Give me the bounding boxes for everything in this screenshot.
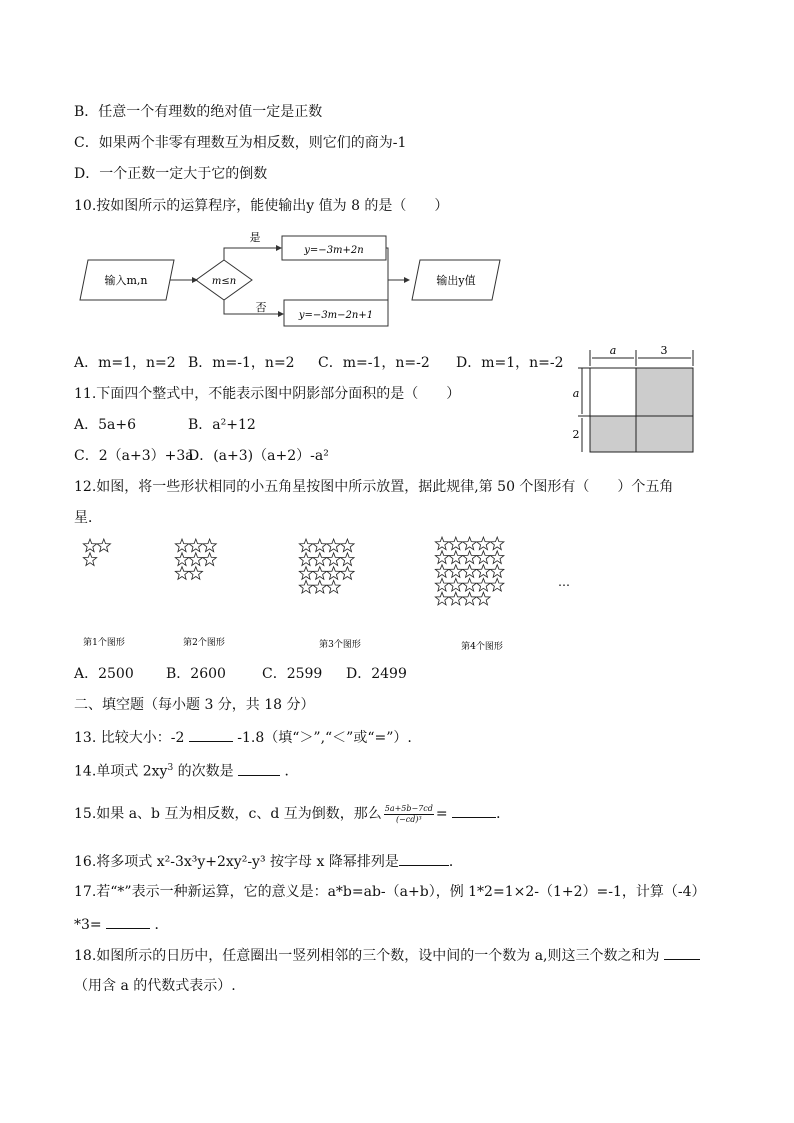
dim-a-left: a	[572, 387, 580, 400]
q10-option-c: C．m=-1，n=-2	[318, 355, 430, 371]
star-icon	[83, 539, 96, 552]
star-icon	[203, 539, 216, 552]
star-icon	[449, 537, 462, 550]
star-icon	[435, 592, 448, 605]
q9-option-c: C．如果两个非零有理数互为相反数，则它们的商为-1	[74, 135, 407, 151]
dim-3: 3	[660, 344, 668, 357]
star-icon	[299, 553, 312, 566]
q16-text-a: 16.将多项式 x²-3x³y+2xy²-y³ 按字母 x 降幂排列是	[74, 854, 399, 870]
q17-text-b: *3=	[74, 917, 107, 933]
q11-option-b: B．a²+12	[188, 417, 256, 433]
question-18	[74, 945, 700, 966]
star-icon	[477, 565, 490, 578]
question-14	[74, 758, 299, 782]
q16-answer-blank[interactable]	[399, 851, 449, 866]
star-icon	[477, 537, 490, 550]
q17-text-c: ．	[150, 917, 169, 933]
question-15	[74, 803, 510, 825]
q16-text-b: ．	[448, 854, 463, 870]
star-icon	[189, 567, 202, 580]
star-icon	[299, 539, 312, 552]
q15-numerator: 5a+5b−7cd	[384, 803, 433, 813]
star-icon	[327, 553, 340, 566]
star-icon	[299, 580, 312, 593]
q14-text-c: ．	[280, 763, 299, 780]
star-icon	[435, 578, 448, 591]
q12-option-a: A．2500	[74, 666, 134, 682]
question-12: 12.如图，将一些形状相同的小五角星按图中所示放置，据此规律,第 50 个图形有（ ）个五角	[74, 479, 674, 495]
q9-option-b: B．任意一个有理数的绝对值一定是正数	[74, 104, 323, 120]
q14-text-a: 14.单项式 2xy	[74, 763, 168, 780]
star-icon	[477, 578, 490, 591]
dim-a-top: a	[609, 344, 617, 357]
section-2-heading: 二、填空题（每小题 3 分，共 18 分）	[74, 697, 315, 713]
star-icon	[435, 565, 448, 578]
star-icon	[97, 539, 110, 552]
question-17-cont	[74, 914, 169, 935]
q15-text-a: 15.如果 a、b 互为相反数，c、d 互为倒数，那么	[74, 806, 382, 822]
star-icon	[463, 578, 476, 591]
q12-option-d: D．2499	[346, 666, 407, 682]
star-icon	[463, 592, 476, 605]
question-13	[74, 727, 412, 748]
star-icon	[83, 553, 96, 566]
star-icon	[313, 580, 326, 593]
star-icon	[435, 537, 448, 550]
caption-figure-1: 第1个图形	[83, 638, 125, 648]
q15-answer-blank[interactable]	[452, 803, 496, 818]
input-label: 输入m,n	[104, 274, 148, 287]
question-18-cont: （用含 a 的代数式表示）.	[74, 978, 236, 994]
q11-option-d: D．(a+3)（a+2）-a²	[188, 448, 329, 464]
q10-option-d: D．m=1，n=-2	[456, 355, 564, 371]
q14-exponent: 3	[167, 763, 174, 773]
star-icon	[203, 553, 216, 566]
star-pattern-figures	[74, 532, 594, 662]
star-icon	[491, 578, 504, 591]
question-12-cont: 星．	[74, 510, 102, 526]
star-icon	[435, 551, 448, 564]
star-icon	[463, 537, 476, 550]
question-16	[74, 851, 463, 872]
question-10: 10.按如图所示的运算程序，能使输出y 值为 8 的是（ ）	[74, 198, 449, 214]
star-icon	[313, 553, 326, 566]
q9-option-d: D．一个正数一定大于它的倒数	[74, 166, 268, 182]
star-icon	[299, 567, 312, 580]
q14-text-b: 的次数是	[173, 763, 239, 780]
ellipsis: …	[558, 575, 570, 589]
question-17: 17.若“*”表示一种新运算，它的意义是：a*b=ab-（a+b），例 1*2=1×2-（1+2）=-1，计算（-4）	[74, 884, 706, 900]
caption-figure-3: 第3个图形	[319, 640, 361, 650]
star-icon	[189, 539, 202, 552]
star-icon	[491, 537, 504, 550]
star-icon	[449, 551, 462, 564]
q10-option-a: A．m=1，n=2	[74, 355, 176, 371]
q13-text-b: -1.8（填“＞”,“＜”或“=”）.	[232, 730, 412, 746]
shaded-region-bottom	[590, 416, 693, 452]
star-icon	[175, 553, 188, 566]
caption-figure-4: 第4个图形	[461, 642, 503, 652]
star-icon	[449, 565, 462, 578]
yes-label: 是	[249, 231, 261, 244]
formula-no-label: y=−3m−2n+1	[298, 310, 374, 321]
q17-answer-blank[interactable]	[106, 914, 150, 929]
formula-yes-label: y=−3m+2n	[304, 245, 364, 256]
condition-label: m≤n	[211, 276, 237, 287]
no-label: 否	[255, 301, 267, 314]
q14-answer-blank[interactable]	[238, 761, 280, 776]
q15-fraction	[384, 804, 434, 825]
q15-denominator: (−cd)³	[395, 814, 422, 824]
star-icon	[327, 580, 340, 593]
star-icon	[463, 565, 476, 578]
output-label: 输出y值	[436, 274, 476, 287]
star-icon	[449, 592, 462, 605]
star-icon	[175, 539, 188, 552]
star-icon	[463, 551, 476, 564]
star-icon	[477, 551, 490, 564]
q15-text-b: =	[435, 806, 453, 822]
q11-option-c: C．2（a+3）+3a	[74, 448, 194, 464]
star-icon	[313, 567, 326, 580]
star-icon	[189, 553, 202, 566]
star-icon	[341, 553, 354, 566]
star-icon	[341, 539, 354, 552]
star-icon	[313, 539, 326, 552]
star-icon	[327, 567, 340, 580]
shaded-region-top	[636, 368, 693, 416]
star-icon	[341, 567, 354, 580]
caption-figure-2: 第2个图形	[183, 638, 225, 648]
star-icon	[175, 567, 188, 580]
flowchart-diagram	[74, 228, 514, 333]
question-11: 11.下面四个整式中，不能表示图中阴影部分面积的是（ ）	[74, 386, 461, 402]
q18-answer-blank[interactable]	[664, 945, 700, 960]
q18-text-a: 18.如图所示的日历中，任意圈出一竖列相邻的三个数，设中间的一个数为 a,则这三个数之和为	[74, 948, 664, 964]
star-icon	[327, 539, 340, 552]
star-icon	[449, 578, 462, 591]
q13-text-a: 13. 比较大小：-2	[74, 730, 189, 746]
area-figure	[560, 340, 700, 455]
q12-option-c: C．2599	[262, 666, 323, 682]
star-icon	[491, 565, 504, 578]
q10-option-b: B．m=-1，n=2	[188, 355, 295, 371]
q13-answer-blank[interactable]	[189, 727, 233, 742]
dim-2: 2	[572, 428, 580, 441]
q15-text-c: ．	[496, 806, 511, 822]
q11-option-a: A．5a+6	[74, 417, 137, 433]
star-icon	[491, 551, 504, 564]
star-icon	[477, 592, 490, 605]
q12-option-b: B．2600	[166, 666, 226, 682]
